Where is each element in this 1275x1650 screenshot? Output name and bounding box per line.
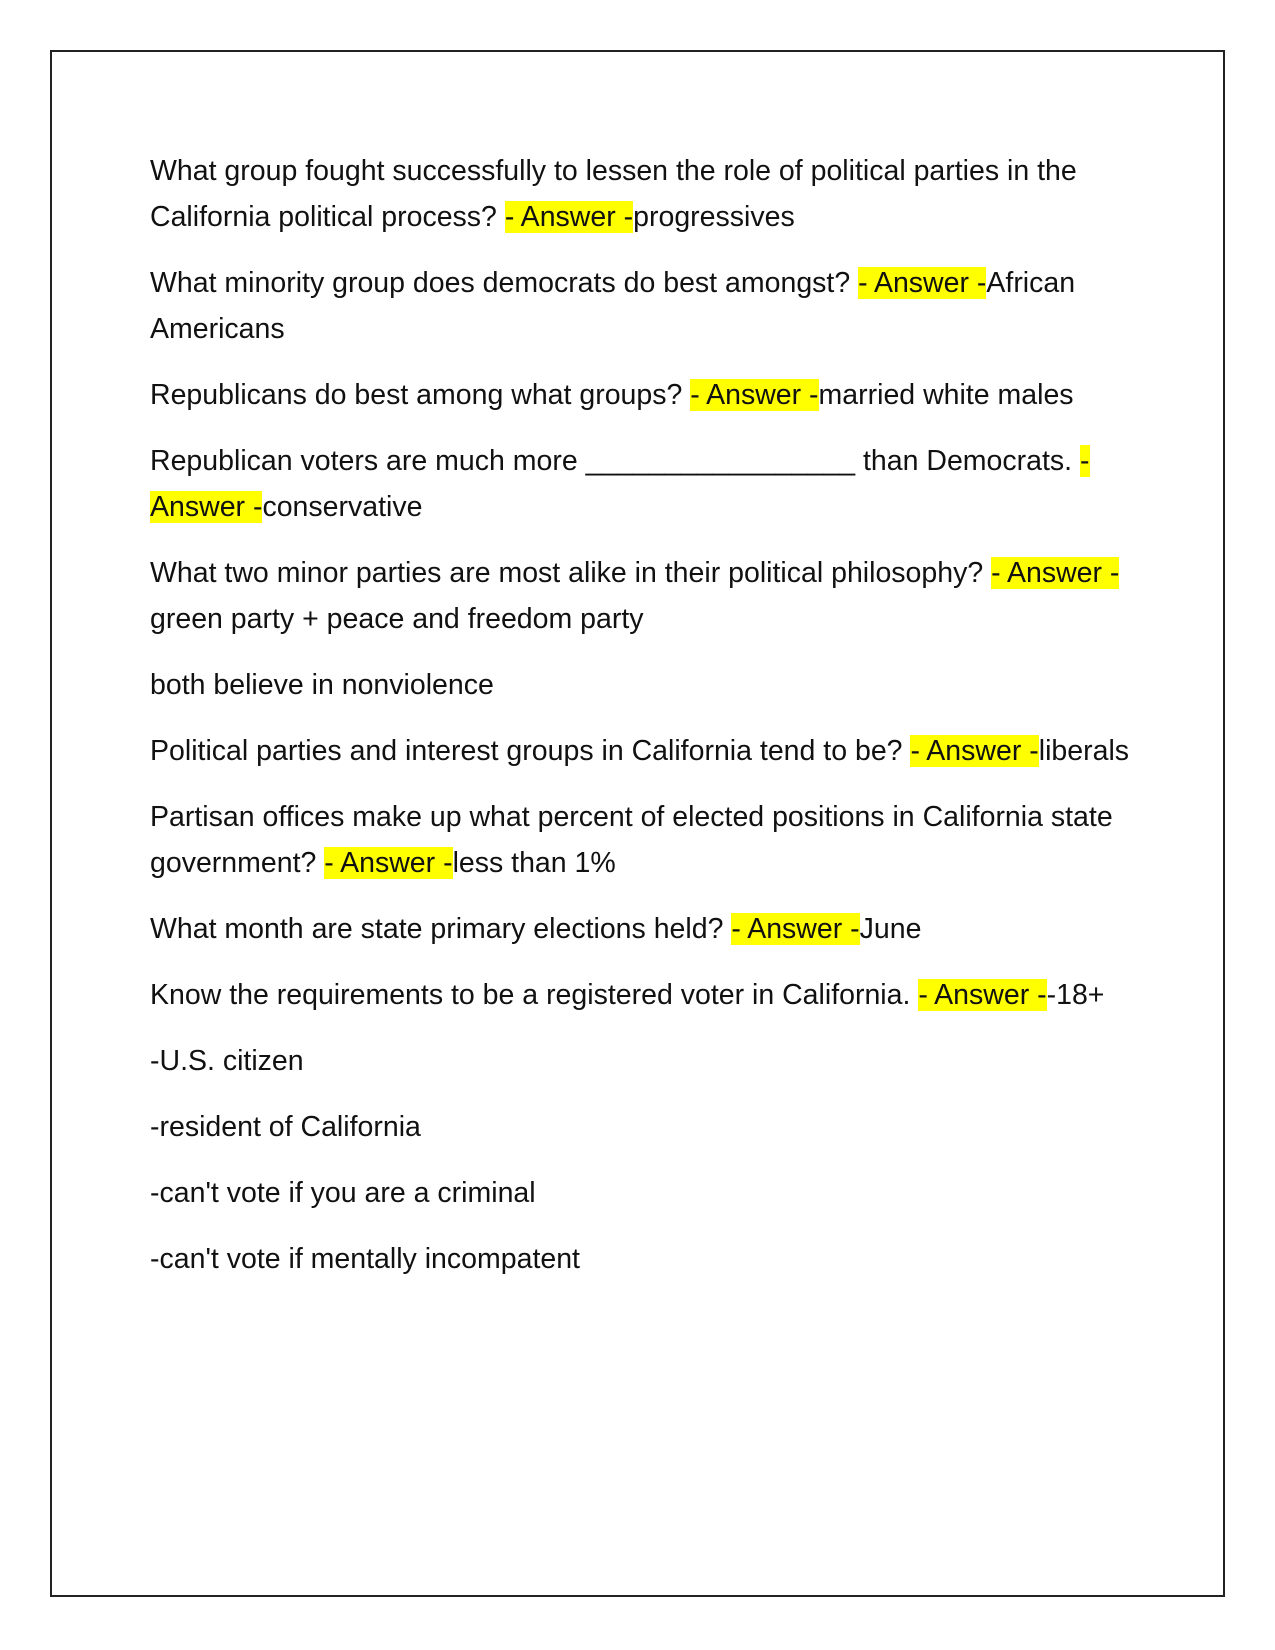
- answer-text: conservative: [262, 491, 423, 523]
- answer-text: June: [859, 913, 922, 945]
- answer-text: less than 1%: [452, 847, 616, 879]
- qa-item: [150, 438, 1130, 530]
- answer-marker: - Answer -: [731, 913, 860, 945]
- answer-marker: - Answer -: [918, 979, 1047, 1011]
- answer-text: married white males: [818, 379, 1074, 411]
- qa-item: [150, 972, 1130, 1018]
- answer-text: -18+: [1046, 979, 1105, 1011]
- answer-text: green party + peace and freedom party: [150, 603, 644, 635]
- question-text: What two minor parties are most alike in their political philosophy?: [150, 557, 984, 589]
- document-body: [150, 148, 1130, 1302]
- qa-item: [150, 550, 1130, 642]
- answer-marker: - Answer -: [150, 445, 1090, 523]
- answer-marker: - Answer -: [858, 267, 987, 299]
- question-text: Republican voters are much more _________________ than Democrats.: [150, 445, 1073, 477]
- qa-item: [150, 794, 1130, 886]
- answer-marker: - Answer -: [504, 201, 634, 233]
- qa-item: [150, 260, 1130, 352]
- qa-item: [150, 906, 1130, 952]
- question-text: What group fought successfully to lessen the role of political parties in the California political process?: [150, 155, 1077, 233]
- question-text: What minority group does democrats do best amongst?: [150, 267, 851, 299]
- answer-note: both believe in nonviolence: [150, 669, 494, 701]
- qa-item: [150, 372, 1130, 418]
- answer-text: progressives: [633, 201, 795, 233]
- answer-marker: - Answer -: [690, 379, 819, 411]
- answer-marker: - Answer -: [324, 847, 453, 879]
- question-text: What month are state primary elections held?: [150, 913, 724, 945]
- requirement-line: -U.S. citizen: [150, 1045, 304, 1077]
- requirement-line: -resident of California: [150, 1111, 421, 1143]
- question-text: Republicans do best among what groups?: [150, 379, 683, 411]
- qa-item: [150, 148, 1130, 240]
- answer-marker: - Answer -: [991, 557, 1120, 589]
- answer-marker: - Answer -: [910, 735, 1039, 767]
- question-text: Know the requirements to be a registered voter in California.: [150, 979, 911, 1011]
- answer-text: African Americans: [150, 267, 1076, 345]
- answer-text: liberals: [1038, 735, 1130, 767]
- question-text: Political parties and interest groups in California tend to be?: [150, 735, 903, 767]
- requirement-line: -can't vote if you are a criminal: [150, 1177, 536, 1209]
- requirement-line: -can't vote if mentally incompatent: [150, 1243, 580, 1275]
- qa-item: [150, 728, 1130, 774]
- question-text: Partisan offices make up what percent of elected positions in California state government?: [150, 801, 1113, 879]
